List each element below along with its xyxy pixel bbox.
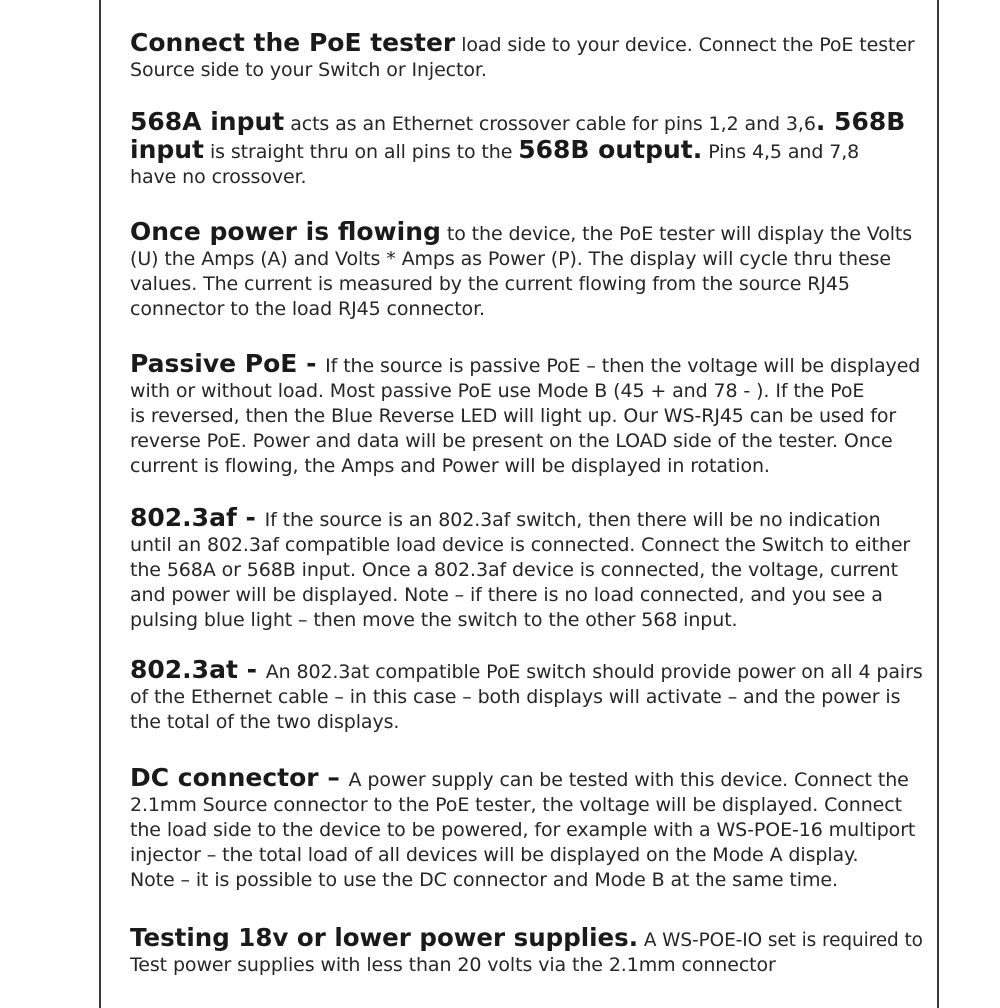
body-text: 2.1mm Source connector to the PoE tester, the voltage will be displayed. Connect xyxy=(130,794,902,816)
line xyxy=(130,30,930,58)
period: . xyxy=(815,107,835,136)
body-text: the 568A or 568B input. Once a 802.3af device is connected, the voltage, current xyxy=(130,559,898,581)
body-text: until an 802.3af compatible load device is connected. Connect the Switch to either xyxy=(130,534,911,556)
section-heading: DC connector – xyxy=(130,763,349,792)
section-dc-connector xyxy=(130,765,930,893)
body-text: Source side to your Switch or Injector. xyxy=(130,59,487,81)
line xyxy=(130,657,930,685)
body-text: reverse PoE. Power and data will be present on the LOAD side of the tester. Once xyxy=(130,430,893,452)
body-text: Pins 4,5 and 7,8 xyxy=(702,141,860,163)
body-text: An 802.3at compatible PoE switch should provide power on all 4 pairs xyxy=(265,661,923,683)
section-heading: 568A input xyxy=(130,107,285,136)
body-text: values. The current is measured by the current flowing from the source RJ45 xyxy=(130,273,850,295)
body-text: acts as an Ethernet crossover cable for pins 1,2 and 3,6 xyxy=(284,113,816,135)
body-text: have no crossover. xyxy=(130,166,307,188)
section-heading: 802.3at - xyxy=(130,655,266,684)
section-heading: 802.3af - xyxy=(130,503,265,532)
section-802-3af xyxy=(130,505,930,633)
line xyxy=(130,219,930,247)
body-text: connector to the load RJ45 connector. xyxy=(130,298,485,320)
section-heading: 568B xyxy=(834,107,906,136)
body-text: with or without load. Most passive PoE use Mode B (45 + and 78 - ). If the PoE xyxy=(130,380,865,402)
section-heading: input xyxy=(130,135,205,164)
body-text: to the device, the PoE tester will display the Volts xyxy=(440,223,913,245)
body-text: Test power supplies with less than 20 volts via the 2.1mm connector xyxy=(130,954,776,976)
body-text: the load side to the device to be powered, for example with a WS-POE-16 multiport xyxy=(130,819,916,841)
section-heading: Connect the PoE tester xyxy=(130,28,456,57)
section-flowing xyxy=(130,219,930,322)
section-heading: Passive PoE - xyxy=(130,349,326,378)
body-text: If the source is passive PoE – then the voltage will be displayed xyxy=(325,355,921,377)
section-testing-18v xyxy=(130,925,930,978)
body-text: is reversed, then the Blue Reverse LED will light up. Our WS-RJ45 can be used for xyxy=(130,405,897,427)
section-passive-poe xyxy=(130,351,930,479)
section-heading: 568B output. xyxy=(518,135,703,164)
line xyxy=(130,765,930,793)
body-text: current is flowing, the Amps and Power will be displayed in rotation. xyxy=(130,455,770,477)
section-802-3at xyxy=(130,657,930,735)
body-text: and power will be displayed. Note – if there is no load connected, and you see a xyxy=(130,584,883,606)
section-connect xyxy=(130,30,930,83)
body-text: A WS-POE-IO set is required to xyxy=(638,930,923,951)
body-text: Note – it is possible to use the DC connector and Mode B at the same time. xyxy=(130,869,838,891)
body-text: the total of the two displays. xyxy=(130,711,400,733)
line xyxy=(130,925,930,953)
body-text: is straight thru on all pins to the xyxy=(204,141,519,163)
body-text: If the source is an 802.3af switch, then there will be no indication xyxy=(264,509,881,531)
line xyxy=(130,505,930,533)
body-text: load side to your device. Connect the PoE tester xyxy=(455,34,915,56)
section-heading: Once power is flowing xyxy=(130,217,441,246)
line xyxy=(130,137,930,165)
body-text: of the Ethernet cable – in this case – both displays will activate – and the power is xyxy=(130,686,901,708)
section-heading: Testing 18v or lower power supplies. xyxy=(130,923,639,952)
body-text: injector – the total load of all devices will be displayed on the Mode A display. xyxy=(130,844,859,866)
section-568a xyxy=(130,109,930,190)
body-text: A power supply can be tested with this device. Connect the xyxy=(348,769,909,791)
body-text: (U) the Amps (A) and Volts * Amps as Power (P). The display will cycle thru these xyxy=(130,248,891,270)
line xyxy=(130,351,930,379)
body-text: pulsing blue light – then move the switch to the other 568 input. xyxy=(130,609,738,631)
line xyxy=(130,109,930,137)
